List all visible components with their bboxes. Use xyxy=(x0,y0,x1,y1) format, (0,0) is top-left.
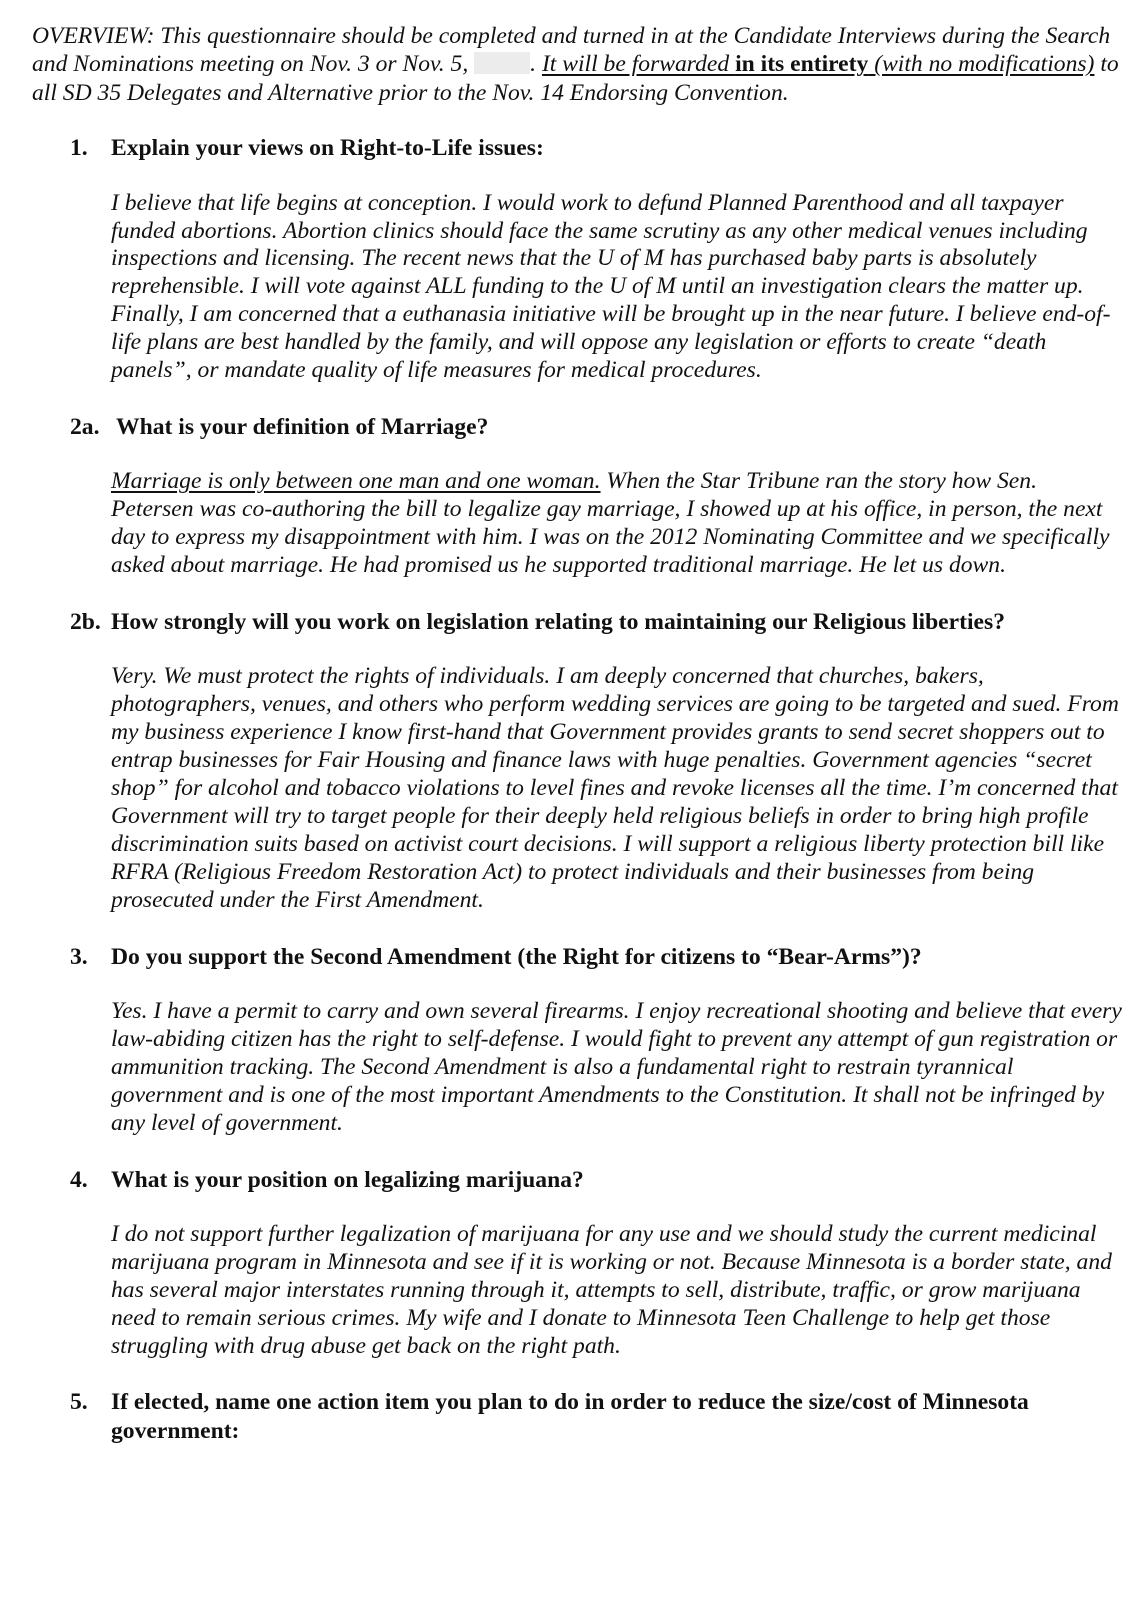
question-4 xyxy=(32,1166,1122,1194)
redacted-year-box xyxy=(474,52,530,74)
question-2a xyxy=(32,413,1122,441)
question-5 xyxy=(32,1388,1122,1445)
overview-label: OVERVIEW: xyxy=(32,23,155,49)
question-2b xyxy=(32,608,1122,636)
overview-text-2: . xyxy=(530,51,542,78)
answer-2a xyxy=(111,468,1122,580)
question-text: How strongly will you work on legislation relating to maintaining our Religious liberties? xyxy=(111,609,1005,635)
question-text: Do you support the Second Amendment (the Right for citizens to “Bear-Arms”)? xyxy=(111,943,922,970)
answer-2b: Very. We must protect the rights of individuals. I am deeply concerned that churches, bakers, photographers, venues, and others who perform wedding services are going to be targeted and sued. From my business experience I know first-hand that Government provides grants to send secret shoppers out to entrap businesses for Fair Housing and finance laws with huge penalties. Government agencies “secret shop” for alcohol and tobacco violations to level fines and revoke licenses all the time. I’m concerned that Government will try to target people for their deeply held religious beliefs in order to bring high profile discrimination suits based on activist court decisions. I will support a religious liberty protection bill like RFRA (Religious Freedom Restoration Act) to protect individuals and their businesses from being prosecuted under the First Amendment. xyxy=(111,663,1119,913)
answer-1: I believe that life begins at conception. I would work to defund Planned Parenthood and all taxpayer funded abortions. Abortion clinics should face the same scrutiny as any other medical venues including inspections and licensing. The recent news that the U of M has purchased baby parts is absolutely reprehensible. I will vote against ALL funding to the U of M until an investigation clears the matter up. Finally, I am concerned that a euthanasia initiative will be brought up in the near future. I believe end-of-life plans are best handled by the family, and will oppose any legislation or efforts to create “death panels”, or mandate quality of life measures for medical procedures. xyxy=(111,189,1111,384)
question-1 xyxy=(32,134,1122,162)
overview-text-3: to all SD 35 Delegates and Alternative prior to the Nov. 14 Endorsing Convention. xyxy=(32,51,1119,106)
question-text: What is your position on legalizing marijuana? xyxy=(111,1166,584,1193)
overview-underlined-bold: in its entirety xyxy=(735,51,869,78)
question-number: 3. xyxy=(70,943,88,970)
question-number: 5. xyxy=(70,1389,88,1416)
question-text: Explain your views on Right-to-Life issues: xyxy=(111,135,544,162)
overview-text-1: This questionnaire should be completed and turned in at the Candidate Interviews during the Search and Nominations meeting on Nov. 3 or Nov. 5, xyxy=(32,23,1111,78)
answer-4: I do not support further legalization of marijuana for any use and we should study the current medicinal marijuana program in Minnesota and see if it is working or not. Because Minnesota is a border state, and has several major interstates running through it, attempts to sell, distribute, traffic, or grow marijuana need to remain serious crimes. My wife and I donate to Minnesota Teen Challenge to help get those struggling with drug abuse get back on the right path. xyxy=(111,1220,1112,1359)
answer-text: When the Star Tribune ran the story how Sen. Petersen was co-authoring the bill to legalize gay marriage, I showed up at his office, in person, the next day to express my disappointment with him. I was on the 2012 Nominating Committee and we specifically asked about marriage. He had promised us he supported traditional marriage. He let us down. xyxy=(111,468,1110,579)
question-number: 2a. xyxy=(70,413,100,440)
question-3 xyxy=(32,943,1122,971)
answer-3: Yes. I have a permit to carry and own several firearms. I enjoy recreational shooting and believe that every law-abiding citizen has the right to self-defense. I would fight to prevent any attempt of gun registration or ammunition tracking. The Second Amendment is also a fundamental right to restrain tyrannical government and is one of the most important Amendments to the Constitution. It shall not be infringed by any level of government. xyxy=(111,997,1122,1136)
answer-underlined: Marriage is only between one man and one woman. xyxy=(111,468,601,495)
overview-paragraph xyxy=(32,22,1122,107)
question-text: If elected, name one action item you plan to do in order to reduce the size/cost of Minnesota government: xyxy=(111,1389,1029,1444)
questionnaire-page xyxy=(32,22,1122,1445)
question-number: 4. xyxy=(70,1166,88,1193)
overview-underlined-1: It will be forwarded xyxy=(541,51,736,78)
question-number: 2b. xyxy=(70,609,101,635)
question-number: 1. xyxy=(70,135,88,162)
overview-underlined-2: (with no modifications) xyxy=(868,51,1095,78)
question-text: What is your definition of Marriage? xyxy=(116,413,489,440)
